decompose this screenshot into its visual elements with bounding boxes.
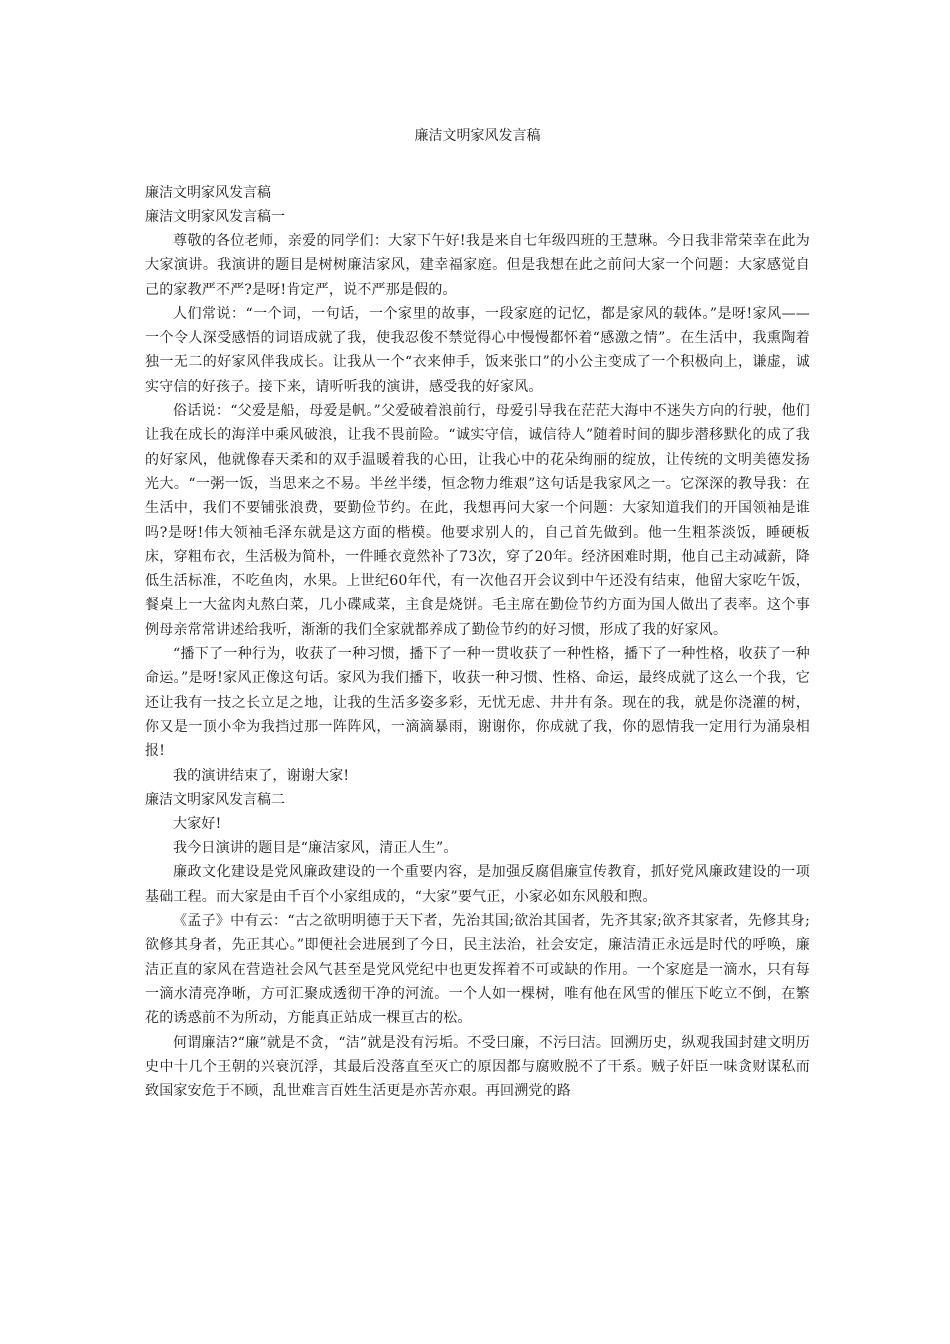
section2-paragraph-3: 廉政文化建设是党风廉政建设的一个重要内容，是加强反腐倡廉宣传教育，抓好党风廉政建设的一项基础工程。而大家是由千百个小家组成的，“大家”要气正，小家必如东风般和煦。 xyxy=(145,864,810,905)
document-page xyxy=(145,126,810,1103)
document-title: 廉洁文明家风发言稿 xyxy=(414,128,541,144)
main-heading: 廉洁文明家风发言稿 xyxy=(145,185,271,201)
section1-paragraph-2: 人们常说：“一个词，一句话，一个家里的故事，一段家庭的记忆，都是家风的载体。”是呀!家风——一个令人深受感悟的词语成就了我，使我忍俊不禁觉得心中慢慢都怀着“感激之情”。在生活中，我熏陶着独一无二的好家风伴我成长。让我从一个“衣来伸手，饭来张口”的小公主变成了一个积极向上，谦虚，诚实守信的好孩子。接下来，请听听我的演讲，感受我的好家风。 xyxy=(145,305,810,395)
section2-paragraph-2: 我今日演讲的题目是“廉洁家风，清正人生”。 xyxy=(173,840,458,857)
section1-paragraph-4: “播下了一种行为，收获了一种习惯，播下了一种一贯收获了一种性格，播下了一种性格，收获了一种命运。”是呀!家风正像这句话。家风为我们播下，收获一种习惯、性格、命运，最终成就了这么一个我，它还让我有一技之长立足之地，让我的生活多姿多彩，无忧无虑、井井有条。现在的我，就是你浇灌的树，你又是一顶小伞为我挡过那一阵阵风，一滴滴暴雨，谢谢你，你成就了我，你的恩情我一定用行为涌泉相报! xyxy=(145,646,810,760)
section2-heading: 廉洁文明家风发言稿二 xyxy=(145,791,285,808)
section2-paragraph-4: 《孟子》中有云：“古之欲明明德于天下者，先治其国;欲治其国者，先齐其家;欲齐其家者，先修其身;欲修其身者，先正其心。”即便社会进展到了今日，民主法治，社会安定，廉洁清正永远是时代的呼唤，廉洁正直的家风在营造社会风气甚至是党风党纪中也更发挥着不可或缺的作用。一个家庭是一滴水，只有每一滴水清亮净晰，方可汇聚成透彻干净的河流。一个人如一棵树，唯有他在风雪的催压下屹立不倒，在繁花的诱惑前不为所动，方能真正站成一棵亘古的松。 xyxy=(145,913,810,1027)
section1-paragraph-1: 尊敬的各位老师，亲爱的同学们：大家下午好!我是来自七年级四班的王慧琳。今日我非常荣幸在此为大家演讲。我演讲的题目是树树廉洁家风，建幸福家庭。但是我想在此之前问大家一个问题：大家感觉自己的家教严不严?是呀!肯定严，说不严那是假的。 xyxy=(145,233,810,298)
section1-heading: 廉洁文明家风发言稿一 xyxy=(145,209,285,225)
section1-paragraph-3: 俗话说：“父爱是船，母爱是帆。”父爱破着浪前行，母爱引导我在茫茫大海中不迷失方向的行驶，他们让我在成长的海洋中乘风破浪，让我不畏前险。“诚实守信，诚信待人”随着时间的脚步潜移默化的成了我的好家风，他就像春天柔和的双手温暖着我的心田，让我心中的花朵绚丽的绽放，让传统的文明美德发扬光大。“一粥一饭，当思来之不易。半丝半缕，恒念物力维艰”这句话是我家风之一。它深深的教导我：在生活中，我们不要铺张浪费，要勤俭节约。在此，我想再问大家一个问题：大家知道我们的开国领袖是谁吗?是呀!伟大领袖毛泽东就是这方面的楷模。他要求别人的，自己首先做到。他一生粗茶淡饭，睡硬板床，穿粗布衣，生活极为简朴，一件睡衣竟然补了73次，穿了20年。经济困难时期，他自己主动减薪，降低生活标准，不吃鱼肉，水果。上世纪60年代，有一次他召开会议到中午还没有结束，他留大家吃午饭，餐桌上一大盆肉丸熬白菜，几小碟咸菜，主食是烧饼。毛主席在勤俭节约方面为国人做出了表率。这个事例母亲常常讲述给我听，渐渐的我们全家就都养成了勤俭节约的好习惯，形成了我的好家风。 xyxy=(145,403,810,638)
section2-paragraph-1: 大家好! xyxy=(173,815,222,832)
section2-paragraph-5: 何谓廉洁?“廉”就是不贪，“洁”就是没有污垢。不受曰廉，不污曰洁。回溯历史，纵观我国封建文明历史中十几个王朝的兴衰沉浮，其最后没落直至灭亡的原因都与腐败脱不了干系。贼子奸臣一味贪财谋私而致国家安危于不顾，乱世难言百姓生活更是亦苦亦艰。再回溯党的路 xyxy=(145,1034,810,1100)
section1-paragraph-5: 我的演讲结束了，谢谢大家! xyxy=(173,767,350,784)
